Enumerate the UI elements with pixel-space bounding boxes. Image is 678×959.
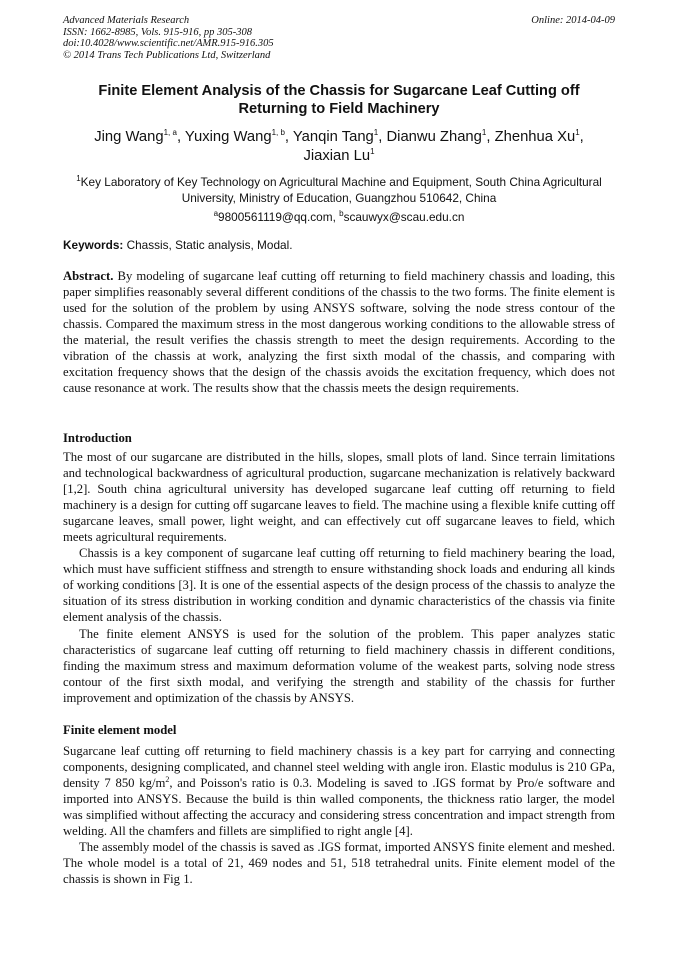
introduction-body xyxy=(63,449,615,706)
author-affiliation-mark: 1, b xyxy=(271,128,285,138)
author-name: Zhenhua Xu xyxy=(494,129,576,145)
author-name: Dianwu Zhang xyxy=(386,129,482,145)
affiliation xyxy=(63,174,615,206)
issn-line: ISSN: 1662-8985, Vols. 915-916, pp 305-308 xyxy=(63,26,252,38)
section-heading-introduction: Introduction xyxy=(63,431,132,445)
abstract-text: By modeling of sugarcane leaf cutting off returning to field machinery chassis and loading, this paper simplifies reasonably several different conditions of the chassis to the two forms. The finite element is used for the solution of the problem by using ANSYS software, solving the node stress contour of the chassis. Compared the maximum stress in the most dangerous working conditions to the allowable stress of the material, the result verifies the chassis strength to meet the design requirements. According to the vibration of the chassis at work, analyzing the first sixth modal of the chassis, and comparing with excitation frequency shows that the design of the chassis avoids the excitation frequency, which does not cause resonance at work. The results show that the chassis meets the design requirements. xyxy=(63,269,615,396)
paper-title: Finite Element Analysis of the Chassis for Sugarcane Leaf Cutting off Returning to Field Machinery xyxy=(98,83,580,117)
keywords-text: Chassis, Static analysis, Modal. xyxy=(123,238,293,252)
paragraph: The finite element ANSYS is used for the solution of the problem. This paper analyzes static characteristics of sugarcane leaf cutting off returning to field machinery chassis in different conditions, finding the maximum stress and maximum deformation volume of the weakest parts, solving node stress contour of the first sixth modal, and verifying the strength and stability of the chassis for further improvement and optimization of the chassis by ANSYS. xyxy=(63,626,615,705)
doi-line[interactable]: doi:10.4028/www.scientific.net/AMR.915-916.305 xyxy=(63,38,274,50)
email-link-a[interactable]: 9800561119@qq.com xyxy=(218,210,333,224)
finite-element-model-body xyxy=(63,743,615,887)
online-date: Online: 2014-04-09 xyxy=(531,15,615,26)
abstract xyxy=(63,268,615,396)
author-name: Jiaxian Lu xyxy=(303,148,371,164)
author-affiliation-mark: 1 xyxy=(575,128,580,138)
journal-header xyxy=(63,15,615,61)
author-name: Jing Wang xyxy=(94,129,164,145)
author-name: Yuxing Wang xyxy=(184,129,272,145)
abstract-label: Abstract. xyxy=(63,269,114,283)
author-name: Yanqin Tang xyxy=(292,129,374,145)
affiliation-text: Key Laboratory of Key Technology on Agricultural Machine and Equipment, South China Agricultural University, Ministry of Education, Guangzhou 510642, China xyxy=(80,175,602,205)
author-affiliation-mark: 1, a xyxy=(163,128,177,138)
author-affiliation-mark: 1 xyxy=(481,128,487,138)
paragraph: Chassis is a key component of sugarcane leaf cutting off returning to field machinery bearing the load, which must have sufficient stiffness and strength to ensure withstanding shock loads and enduring all kinds of working conditions [3]. It is one of the essential aspects of the design process of the chassis to analyze the situation of its stress distribution in working condition and dynamic characteristics of the chassis via finite element analysis of the chassis. xyxy=(63,546,615,625)
paragraph: The assembly model of the chassis is saved as .IGS format, imported ANSYS finite element and meshed. The whole model is a total of 21, 469 nodes and 51, 518 tetrahedral units. Finite element model of the chassis is shown in Fig 1. xyxy=(63,840,615,887)
paragraph: Sugarcane leaf cutting off returning to field machinery chassis is a key part for carrying and connecting components, designing complicated, and channel steel welding with angle iron. Elastic modulus is 210 GPa, density 7 850 $kg/m^2$, and Poisson's ratio is 0.3. Modeling is saved to .IGS format by Pro/e software and imported into ANSYS. Because the build is thin walled components, the thickness ratio larger, the model was simplified without affecting the accuracy and considering stress concentration and impact strength from welding. All the chamfers and fillets are simplified to right angle [4]. xyxy=(63,744,616,839)
email-line: $^a$9800561119@qq.com, $^b$scauwyx@scau.edu.cn xyxy=(213,209,465,224)
journal-name: Advanced Materials Research xyxy=(63,15,190,26)
email-link-b[interactable]: scauwyx@scau.edu.cn xyxy=(343,210,465,224)
author-affiliation-mark: 1 xyxy=(370,147,375,157)
keywords-line xyxy=(63,237,615,253)
keywords-label: Keywords: xyxy=(63,238,124,252)
section-heading-finite-element-model: Finite element model xyxy=(63,723,177,737)
author-list: Jing Wang$^{1, a}$, Yuxing Wang$^{1, b}$, Yanqin Tang$^1$, Dianwu Zhang$^1$, Zhenhua Xu$^1$, Jiaxian Lu$^1$ xyxy=(94,128,584,164)
affiliation-mark: 1 xyxy=(76,174,81,184)
copyright-line: © 2014 Trans Tech Publications Ltd, Switzerland xyxy=(63,49,271,61)
author-affiliation-mark: 1 xyxy=(373,128,379,138)
paragraph: The most of our sugarcane are distributed in the hills, slopes, small plots of land. Since terrain limitations and technological backwardness of agricultural production, sugarcane mechanization is relatively backward [1,2]. South china agricultural university has developed sugarcane leaf cutting off returning to field machinery is a design for cutting off sugarcane leaves to field. The machine using a flexible knife cutting off sugarcane leaves, small power, light weight, and can effectively cut off sugarcane leaves to field, which meets agricultural requirements. xyxy=(63,450,615,545)
